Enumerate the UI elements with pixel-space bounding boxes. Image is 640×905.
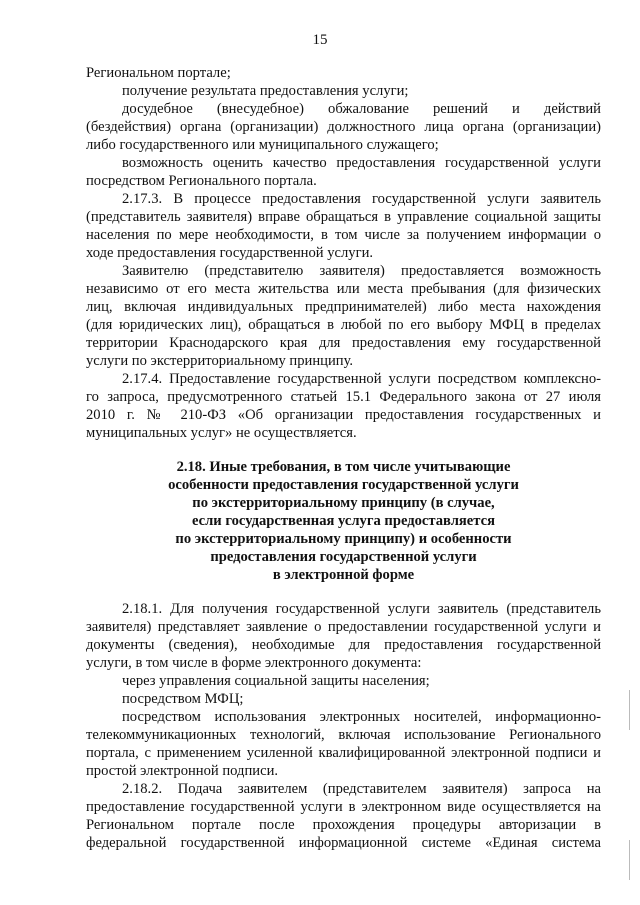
text-line: портала, с применением усиленной квалифицированной электронной подписи и	[86, 745, 601, 761]
text-line: через управления социальной защиты населения;	[122, 673, 430, 689]
text-line: 2.18.2. Подача заявителем (представителем заявителя) запроса на	[122, 781, 601, 797]
text-line: 2.17.3. В процессе предоставления государственной услуги заявитель	[122, 191, 601, 207]
text-line: заявителя) представляет заявление о предоставлении государственной услуги и	[86, 619, 601, 635]
section-heading-line: по экстерриториальному принципу) и особенности	[175, 531, 512, 547]
text-line: 2.17.4. Предоставление государственной услуги посредством комплексно-	[122, 371, 601, 387]
text-line: лиц, включая индивидуальных предпринимателей) либо места нахождения	[86, 299, 601, 315]
text-line: телекоммуникационных технологий, включая использование Регионального	[86, 727, 601, 743]
text-line: услуги, в том числе в форме электронного документа:	[86, 655, 422, 671]
section-heading-line: предоставления государственной услуги	[210, 549, 477, 565]
text-line: возможность оценить качество предоставления государственной услуги	[122, 155, 601, 171]
text-line: посредством использования электронных носителей, информационно-	[122, 709, 601, 725]
section-heading-line: в электронной форме	[272, 567, 415, 583]
text-line: либо государственного или муниципального служащего;	[86, 137, 439, 153]
text-line: простой электронной подписи.	[86, 763, 279, 779]
text-line: получение результата предоставления услуги;	[122, 83, 409, 99]
text-line: документы (сведения), необходимые для предоставления государственной	[86, 637, 601, 653]
section-heading-line: 2.18. Иные требования, в том числе учитывающие	[176, 459, 511, 475]
page-number: 15	[312, 32, 328, 48]
scan-margin-mark	[629, 690, 630, 730]
text-line: ходе предоставления государственной услуги.	[86, 245, 374, 261]
text-line: муниципальных услуг» не осуществляется.	[86, 425, 357, 441]
text-line: 2.18.1. Для получения государственной услуги заявитель (представитель	[122, 601, 601, 617]
section-heading-line: если государственная услуга предоставляется	[191, 513, 496, 529]
section-heading-line: по экстерриториальному принципу (в случае,	[192, 495, 495, 511]
section-heading-line: особенности предоставления государственной услуги	[168, 477, 519, 493]
text-line: досудебное (внесудебное) обжалование решений и действий	[122, 101, 601, 117]
text-line: федеральной государственной информационной системе «Единая система	[86, 835, 601, 851]
text-line: Заявителю (представителю заявителя) предоставляется возможность	[122, 263, 601, 279]
text-line: го запроса, предусмотренного статьей 15.1 Федерального закона от 27 июля	[86, 389, 601, 405]
text-line: предоставление государственной услуги в электронном виде осуществляется на	[86, 799, 601, 815]
text-line: (представитель заявителя) вправе обращаться в управление социальной защиты	[86, 209, 601, 225]
text-line: Региональном портале после прохождения процедуры авторизации в	[86, 817, 601, 833]
text-line: посредством МФЦ;	[122, 691, 244, 707]
text-line: 2010 г. № 210-ФЗ «Об организации предоставления государственных и	[86, 407, 601, 423]
text-line: территории Краснодарского края для предоставления ему государственной	[86, 335, 601, 351]
text-line: посредством Регионального портала.	[86, 173, 317, 189]
text-line: (для юридических лиц), обращаться в любой по его выбору МФЦ в пределах	[86, 317, 601, 333]
text-line: независимо от его места жительства или места пребывания (для физических	[86, 281, 601, 297]
text-line: Региональном портале;	[86, 65, 231, 81]
text-line: (бездействия) органа (организации) должностного лица органа (организации)	[86, 119, 601, 135]
text-line: услуги по экстерриториальному принципу.	[86, 353, 354, 369]
scan-margin-mark	[629, 840, 630, 880]
text-line: населения по мере необходимости, в том числе за получением информации о	[86, 227, 601, 243]
